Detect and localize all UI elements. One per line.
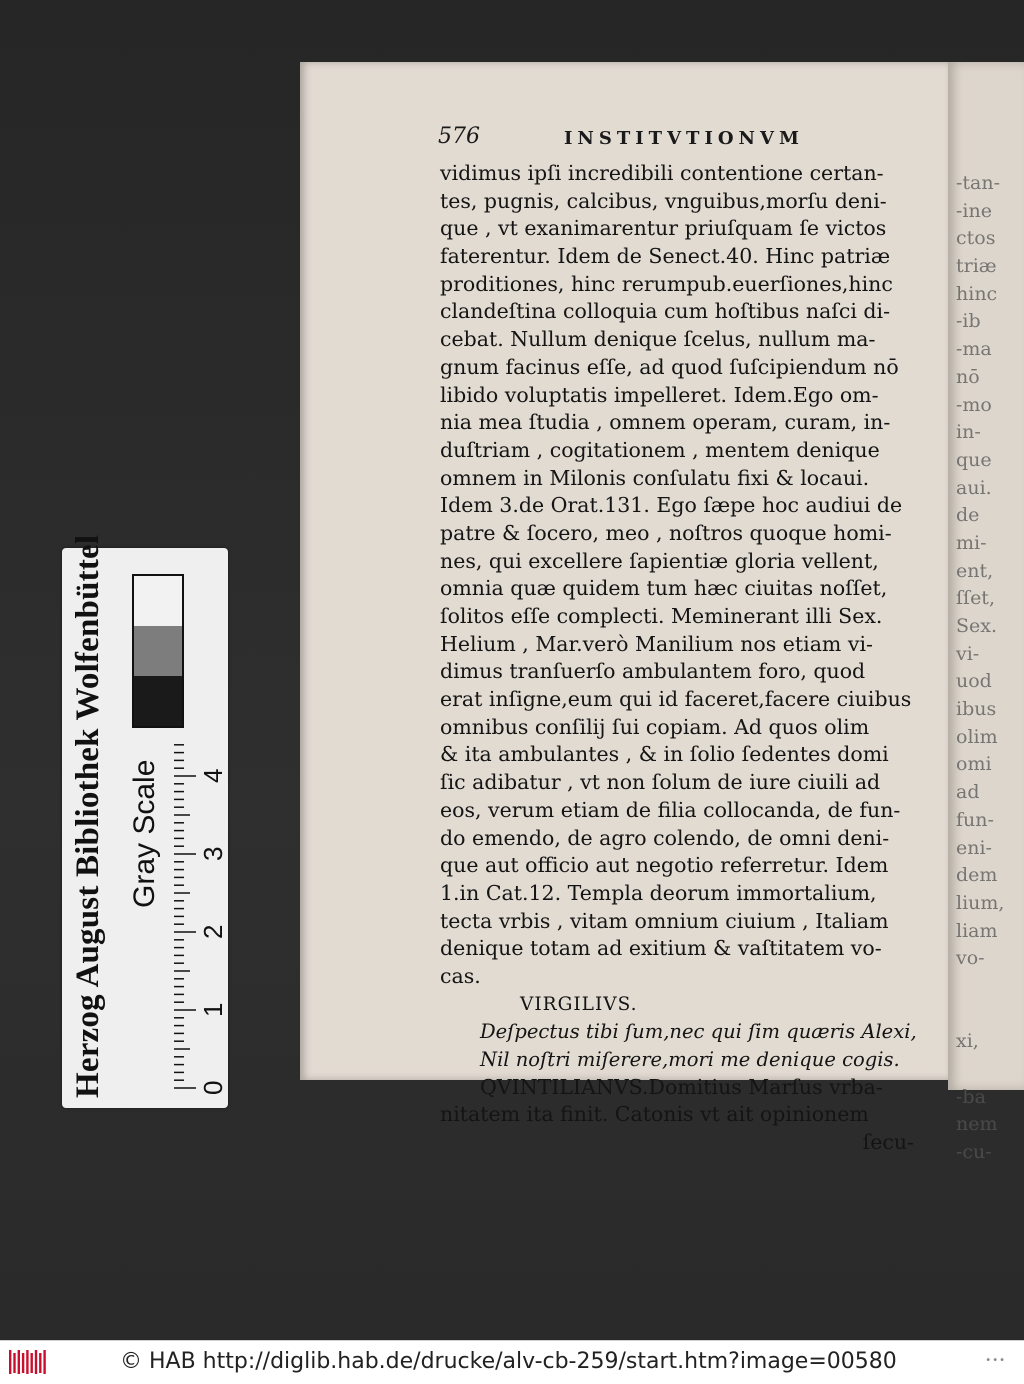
text-line: denique totam ad exitium & vaſtitatem vo- <box>440 936 882 961</box>
facing-text-fragment: ſſet, <box>956 587 995 610</box>
text-line: proditiones, hinc rerumpub.euerſiones,hinc <box>440 271 893 296</box>
ruler-number: 2 <box>198 924 228 939</box>
facing-text-fragment: hinc <box>956 282 998 305</box>
facing-text-fragment: nem <box>956 1113 998 1136</box>
facing-text-fragment <box>948 973 1024 1001</box>
text-line: QVINTILIANVS.Domitius Marſus vrba- <box>480 1074 883 1099</box>
facing-text-fragment: que <box>956 448 992 471</box>
facing-page-edge <box>948 62 1024 1164</box>
ruler-scale <box>174 746 228 1096</box>
facing-text-fragment: mi- <box>956 531 987 554</box>
ruler-number: 0 <box>198 1080 228 1095</box>
facing-text-fragment <box>948 1001 1024 1029</box>
text-line: dimus tranſuerſo ambulantem foro, quod <box>440 659 866 684</box>
text-line: tecta vrbis , vitam omnium ciuium , Italiam <box>440 908 889 933</box>
text-line: Deſpectus tibi ſum,nec qui ſim quæris Alexi, <box>480 1020 917 1044</box>
logo-bar <box>31 1353 33 1373</box>
logo-bar <box>18 1350 20 1374</box>
facing-text-fragment: triæ <box>956 255 997 278</box>
facing-text-fragment: vo- <box>956 947 985 970</box>
text-line: ſolitos eſſe complecti. Meminerant illi Sex. <box>440 604 883 628</box>
facing-text-fragment: -mo <box>956 393 992 416</box>
logo-bar <box>39 1353 41 1373</box>
facing-text-fragment: -ba <box>956 1085 986 1108</box>
gray-scale-swatches <box>132 574 184 728</box>
footer-bar <box>0 1340 1024 1384</box>
text-line: que aut officio aut negotio referretur. Idem <box>440 853 889 878</box>
text-line: & ita ambulantes , & in ſolio ſedentes domi <box>440 742 889 767</box>
logo-bar <box>35 1350 37 1374</box>
facing-text-fragment: aui. <box>956 476 992 499</box>
copyright-link[interactable]: © HAB http://diglib.hab.de/drucke/alv-cb-259/start.htm?image=00580 <box>120 1349 897 1374</box>
hab-logo-icon <box>8 1349 48 1375</box>
text-line: do emendo, de agro colendo, de omni deni- <box>440 825 890 850</box>
text-line: nia mea ſtudia , omnem operam, curam, in- <box>440 410 891 435</box>
page-text <box>440 160 930 1157</box>
text-line: duſtriam , cogitationem , mentem denique <box>440 437 880 462</box>
facing-text-fragment: liam <box>956 919 998 942</box>
facing-text-fragment: eni- <box>956 836 992 859</box>
text-line: tes, pugnis, calcibus, vnguibus,morſu deni- <box>440 188 887 213</box>
facing-text-fragment: xi, <box>956 1030 979 1053</box>
facing-text-fragment: ctos <box>956 227 996 250</box>
text-line: clandeſtina colloquia cum hoſtibus naſci di- <box>440 299 891 324</box>
facing-page-text <box>948 170 1024 1167</box>
text-line: vidimus ipſi incredibili contentione certan- <box>440 161 884 185</box>
running-head: INSTITVTIONVM <box>564 128 804 149</box>
text-line: omnia quæ quidem tum hæc ciuitas noſſet, <box>440 576 888 601</box>
facing-text-fragment: Sex. <box>956 615 998 637</box>
text-line: que , vt exanimarentur priuſquam ſe victos <box>440 216 887 241</box>
gray-scale-label: Gray Scale <box>128 759 161 908</box>
facing-text-fragment: -tan- <box>956 172 1001 194</box>
ruler-title: Herzog August Bibliothek Wolfenbüttel <box>70 534 106 1098</box>
text-line: gnum facinus eſſe, ad quod ſuſcipiendum nō <box>440 354 899 379</box>
gray-swatch <box>134 626 182 676</box>
text-line: omnem in Milonis conſulatu fixi & locaui. <box>440 465 870 490</box>
text-line: cas. <box>440 963 481 988</box>
text-line: Helium , Mar.verò Manilium nos etiam vi- <box>440 631 873 656</box>
logo-bar <box>26 1350 28 1374</box>
gray-swatch <box>134 576 182 626</box>
facing-text-fragment: fun- <box>956 808 994 831</box>
text-line: nes, qui excellere ſapientiæ gloria vellent, <box>440 548 879 573</box>
facing-text-fragment: -cu- <box>956 1141 992 1164</box>
text-line: patre & ſocero, meo , noſtros quoque homi- <box>440 520 892 545</box>
ruler-number: 1 <box>198 1002 228 1017</box>
ruler-number: 4 <box>198 768 228 783</box>
text-line: Nil noſtri miſerere,mori me denique cogis. <box>480 1048 900 1071</box>
color-reference-ruler <box>62 534 228 1108</box>
facing-text-fragment: in- <box>956 421 981 444</box>
facing-text-fragment: ad <box>956 781 980 804</box>
text-line: VIRGILIVS. <box>520 993 638 1015</box>
text-line: libido voluptatis impelleret. Idem.Ego om- <box>440 382 879 407</box>
facing-text-fragment: -ine <box>956 199 992 222</box>
logo-bar <box>9 1350 11 1374</box>
facing-text-fragment: omi <box>956 753 992 776</box>
facing-text-fragment <box>948 1056 1024 1084</box>
page-number: 576 <box>438 124 480 149</box>
facing-text-fragment: ent, <box>956 559 994 582</box>
facing-text-fragment: -ma <box>956 338 992 361</box>
gray-swatch <box>134 676 182 726</box>
logo-bar <box>13 1353 15 1373</box>
more-dots-icon[interactable]: ••• <box>985 1355 1006 1366</box>
text-line: Idem 3.de Orat.131. Ego ſæpe hoc audiui de <box>440 493 903 518</box>
ruler-number: 3 <box>198 846 228 861</box>
facing-text-fragment: lium, <box>956 891 1005 914</box>
facing-text-fragment: vi- <box>956 642 980 665</box>
facing-text-fragment: ibus <box>956 698 997 721</box>
text-line: cebat. Nullum denique ſcelus, nullum ma- <box>440 327 876 352</box>
facing-text-fragment: olim <box>956 725 998 748</box>
facing-text-fragment: nō <box>956 365 980 388</box>
logo-bar <box>43 1350 45 1374</box>
text-line: 1.in Cat.12. Templa deorum immortalium, <box>440 880 877 905</box>
facing-text-fragment: de <box>956 504 980 527</box>
text-line: omnibus conſilij ſui copiam. Ad quos olim <box>440 714 870 739</box>
text-line: erat inſigne,eum qui id faceret,facere ciuibus <box>440 687 912 712</box>
logo-bar <box>22 1353 24 1373</box>
text-line: nitatem ita finit. Catonis vt ait opinionem <box>440 1102 869 1127</box>
facing-text-fragment: uod <box>956 670 992 693</box>
text-line: eos, verum etiam de filia collocanda, de fun- <box>440 797 901 822</box>
facing-text-fragment: dem <box>956 864 998 887</box>
text-line: faterentur. Idem de Senect.40. Hinc patriæ <box>440 244 891 269</box>
page-header <box>438 124 928 154</box>
text-line: ſic adibatur , vt non ſolum de iure ciuili ad <box>440 770 881 795</box>
text-line: ſecu- <box>862 1130 914 1155</box>
facing-text-fragment: -ib <box>956 310 981 333</box>
